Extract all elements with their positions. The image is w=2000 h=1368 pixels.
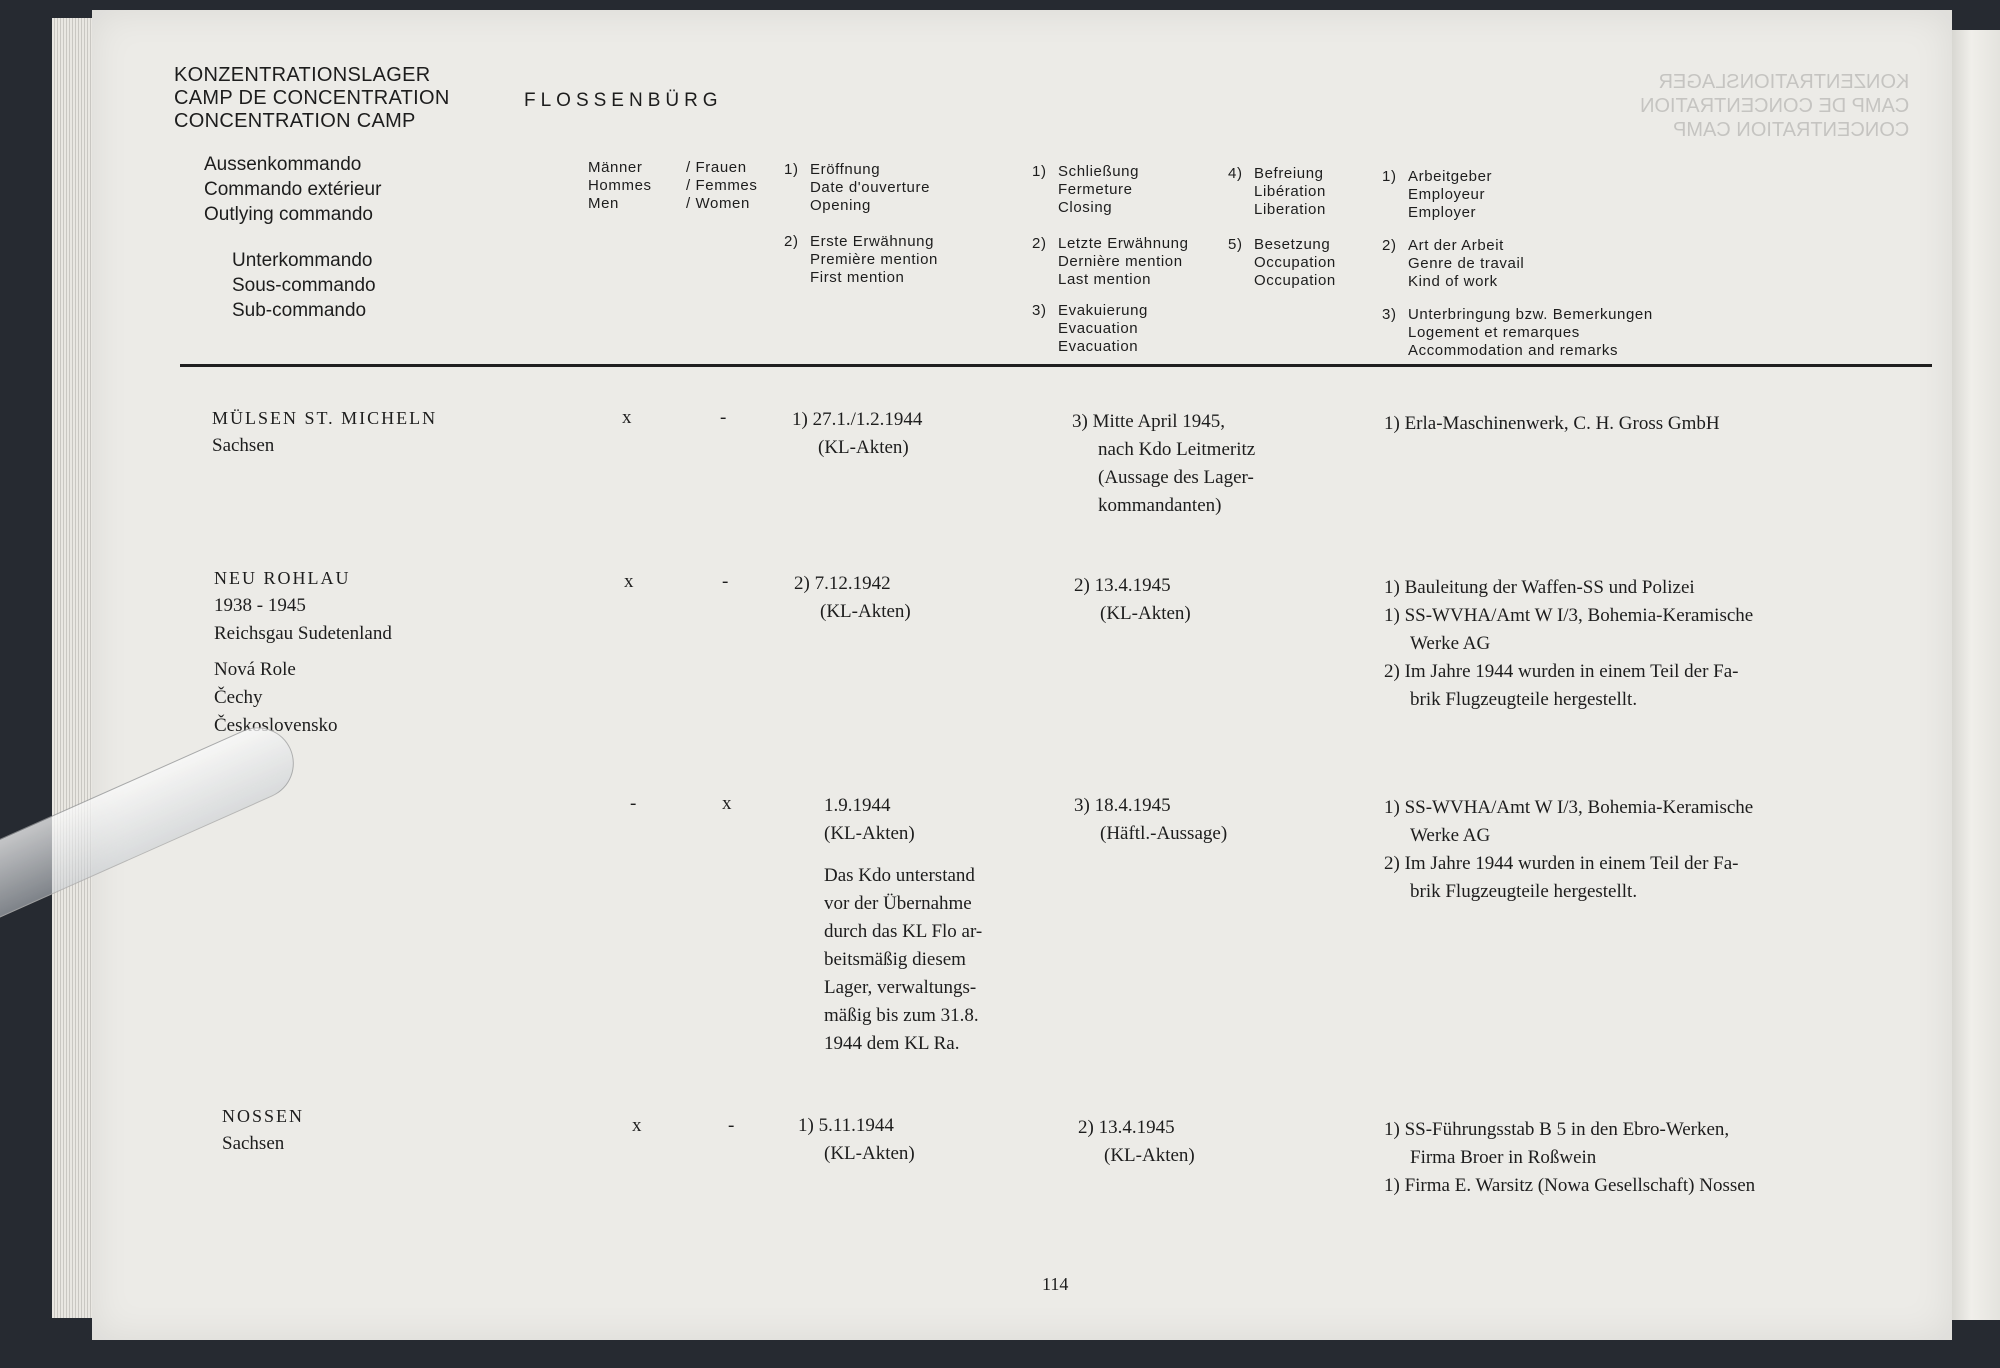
sub-commando-label: Unterkommando Sous-commando Sub-commando (232, 250, 376, 321)
entry-neurohlau-first-mention: 2) 7.12.1942 (KL-Akten) (794, 573, 911, 622)
employer-column-header: 1) Arbeitgeber Employeur Employer (1382, 168, 1493, 221)
entry-neurohlau-women-evacuation: 3) 18.4.1945 (Häftl.-Aussage) (1074, 795, 1228, 844)
entry-nossen-opening: 1) 5.11.1944 (KL-Akten) (798, 1115, 915, 1164)
accommodation-column-header: 3) Unterbringung bzw. Bemerkungen Logement et remarques Accommodation and remarks (1382, 306, 1653, 359)
entry-muelsen-women: - (720, 407, 727, 428)
opening-column-header: 1) Eröffnung Date d'ouverture Opening (784, 161, 931, 214)
entry-muelsen-location: MÜLSEN ST. MICHELN Sachsen (212, 408, 438, 456)
closing-column-header: 1) Schließung Fermeture Closing (1032, 163, 1140, 216)
entry-nossen-women: - (728, 1115, 735, 1136)
outlying-commando-label: Aussenkommando Commando extérieur Outlying commando (204, 154, 382, 225)
entry-neurohlau-men: x (624, 571, 634, 592)
entry-neurohlau-employer: 1) Bauleitung der Waffen-SS und Polizei 1) SS-WVHA/Amt W I/3, Bohemia-Keramische Werke AG 2) Im Jahre 1944 wurden in einem Teil der Fa- brik Flugzeugteile hergestellt. (1384, 577, 1754, 710)
kind-of-work-column-header: 2) Art der Arbeit Genre de travail Kind of work (1382, 237, 1525, 290)
camp-type-label: KONZENTRATIONSLAGER CAMP DE CONCENTRATION CONCENTRATION CAMP (174, 64, 450, 132)
gender-column-header: Männer / Frauen Hommes / Femmes Men / Women (588, 159, 758, 212)
evacuation-column-header: 3) Evakuierung Evacuation Evacuation (1032, 302, 1148, 355)
camp-name: FLOSSENBÜRG (524, 90, 723, 111)
entry-muelsen-employer: 1) Erla-Maschinenwerk, C. H. Gross GmbH (1384, 413, 1720, 434)
occupation-column-header: 5) Besetzung Occupation Occupation (1228, 236, 1336, 289)
entry-neurohlau-location: NEU ROHLAU 1938 - 1945 Reichsgau Sudetenland Nová Role Čechy Československo (214, 568, 392, 736)
entry-neurohlau-women-employer: 1) SS-WVHA/Amt W I/3, Bohemia-Keramische Werke AG 2) Im Jahre 1944 wurden in einem Teil der Fa- brik Flugzeugteile hergestellt. (1384, 797, 1754, 902)
page-number: 114 (1042, 1274, 1069, 1294)
first-mention-column-header: 2) Erste Erwähnung Première mention First mention (784, 233, 938, 286)
liberation-column-header: 4) Befreiung Libération Liberation (1228, 165, 1326, 218)
entry-neurohlau-women-men: - (630, 793, 637, 814)
header-divider (180, 364, 1932, 367)
facing-page-edge (1952, 30, 2000, 1320)
last-mention-column-header: 2) Letzte Erwähnung Dernière mention Last mention (1032, 235, 1189, 288)
entry-muelsen-opening: 1) 27.1./1.2.1944 (KL-Akten) (792, 409, 923, 458)
show-through-header: KONZENTRATIONSLAGER CAMP DE CONCENTRATION CONCENTRATION CAMP (1640, 71, 1910, 141)
entry-neurohlau-last-mention: 2) 13.4.1945 (KL-Akten) (1074, 575, 1191, 624)
entry-nossen-last-mention: 2) 13.4.1945 (KL-Akten) (1078, 1117, 1195, 1166)
entry-nossen-employer: 1) SS-Führungsstab B 5 in den Ebro-Werken, Firma Broer in Roßwein 1) Firma E. Warsitz (Nowa Gesellschaft) Nossen (1384, 1119, 1756, 1196)
entry-muelsen-men: x (622, 407, 632, 428)
entry-neurohlau-women-opening: 1.9.1944 (KL-Akten) Das Kdo unterstand vor der Übernahme durch das KL Flo ar- beitsmäßig diesem Lager, verwaltungs- mäßig bis zum 31.8. 1944 dem KL Ra. (824, 795, 983, 1054)
entry-nossen-men: x (632, 1115, 642, 1136)
entry-muelsen-closing: 3) Mitte April 1945, nach Kdo Leitmeritz (Aussage des Lager- kommandanten) (1072, 411, 1256, 516)
entry-neurohlau-women-women: x (722, 793, 732, 814)
entry-nossen-location: NOSSEN Sachsen (222, 1106, 305, 1154)
entry-neurohlau-women: - (722, 571, 729, 592)
